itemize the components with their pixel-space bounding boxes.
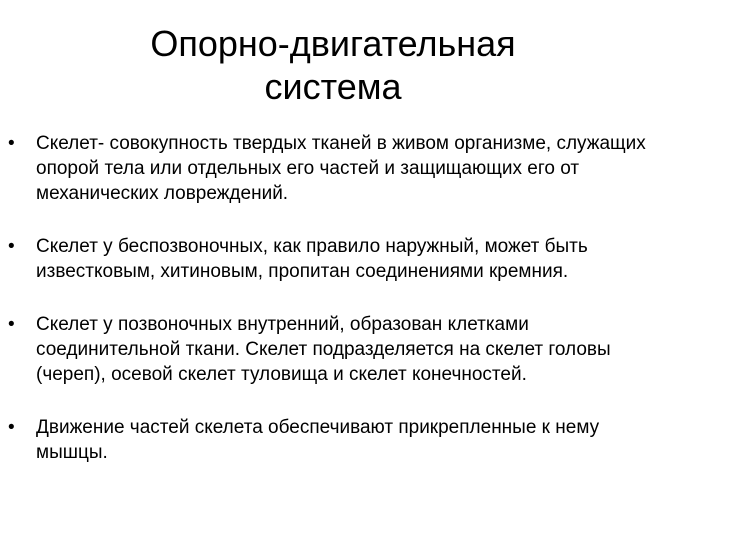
bullet-text: Скелет- совокупность твердых тканей в живом организме, служащих опорой тела или отдельных его частей и защищающих его от механических ловреждений. bbox=[36, 133, 646, 204]
slide-title bbox=[0, 22, 666, 108]
bullet-list bbox=[0, 131, 736, 493]
bullet-text: Движение частей скелета обеспечивают прикрепленные к нему мышцы. bbox=[36, 417, 600, 463]
bullet-dot: • bbox=[8, 314, 15, 335]
bullet-item bbox=[0, 234, 736, 284]
bullet-dot: • bbox=[8, 417, 15, 438]
title-line-1: Опорно-двигательная bbox=[150, 23, 516, 64]
bullet-text: Скелет у беспозвоночных, как правило наружный, может быть известковым, хитиновым, пропитан соединениями кремния. bbox=[36, 236, 588, 282]
bullet-dot: • bbox=[8, 236, 15, 257]
bullet-dot: • bbox=[8, 133, 15, 154]
bullet-item bbox=[0, 312, 736, 387]
bullet-text: Скелет у позвоночных внутренний, образован клетками соединительной ткани. Скелет подразделяется на скелет головы (череп), осевой скелет туловища и скелет конечностей. bbox=[36, 314, 611, 385]
bullet-item bbox=[0, 415, 736, 465]
bullet-item bbox=[0, 131, 736, 206]
title-line-2: система bbox=[264, 66, 402, 107]
